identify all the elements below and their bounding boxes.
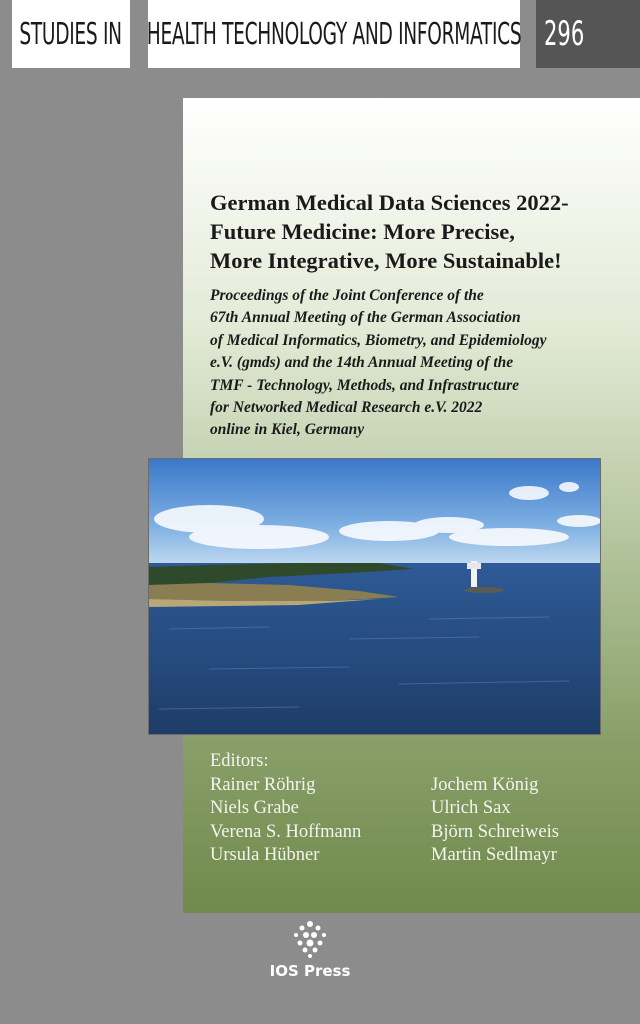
series-header	[0, 0, 640, 98]
series-label-left: STUDIES IN	[12, 0, 130, 68]
editor-name: Ulrich Sax	[431, 798, 511, 818]
editor-name: Martin Sedlmayr	[431, 845, 557, 865]
editor-name: Niels Grabe	[210, 798, 299, 818]
editor-name: Björn Schreiweis	[431, 821, 559, 842]
editor-name: Rainer Röhrig	[210, 774, 316, 795]
volume-number: 296	[536, 0, 640, 68]
subtitle-line: 67th Annual Meeting of the German Association	[210, 309, 521, 327]
editors-heading: Editors:	[210, 751, 269, 771]
publisher-name: IOS Press	[269, 962, 351, 980]
subtitle-line: TMF - Technology, Methods, and Infrastructure	[210, 376, 520, 394]
subtitle-line: e.V. (gmds) and the 14th Annual Meeting of the	[210, 354, 514, 372]
editors-column-2	[431, 774, 559, 868]
title-line: Future Medicine: More Precise,	[210, 219, 515, 244]
editors-column-1	[210, 750, 361, 868]
subtitle-line: online in Kiel, Germany	[210, 421, 365, 439]
editor-name: Ursula Hübner	[210, 845, 320, 865]
title-line: More Integrative, More Sustainable!	[210, 248, 562, 273]
subtitle-line: for Networked Medical Research e.V. 2022	[210, 399, 483, 417]
title-line: German Medical Data Sciences 2022-	[210, 190, 569, 215]
cover-photo-coastline-lighthouse	[148, 458, 601, 735]
editor-name: Verena S. Hoffmann	[210, 821, 362, 842]
editor-name: Jochem König	[431, 774, 539, 795]
book-subtitle	[210, 285, 630, 442]
book-title	[210, 188, 620, 275]
subtitle-line: of Medical Informatics, Biometry, and Epidemiology	[210, 331, 547, 349]
series-label-right: HEALTH TECHNOLOGY AND INFORMATICS	[148, 0, 520, 68]
subtitle-line: Proceedings of the Joint Conference of the	[210, 287, 484, 304]
